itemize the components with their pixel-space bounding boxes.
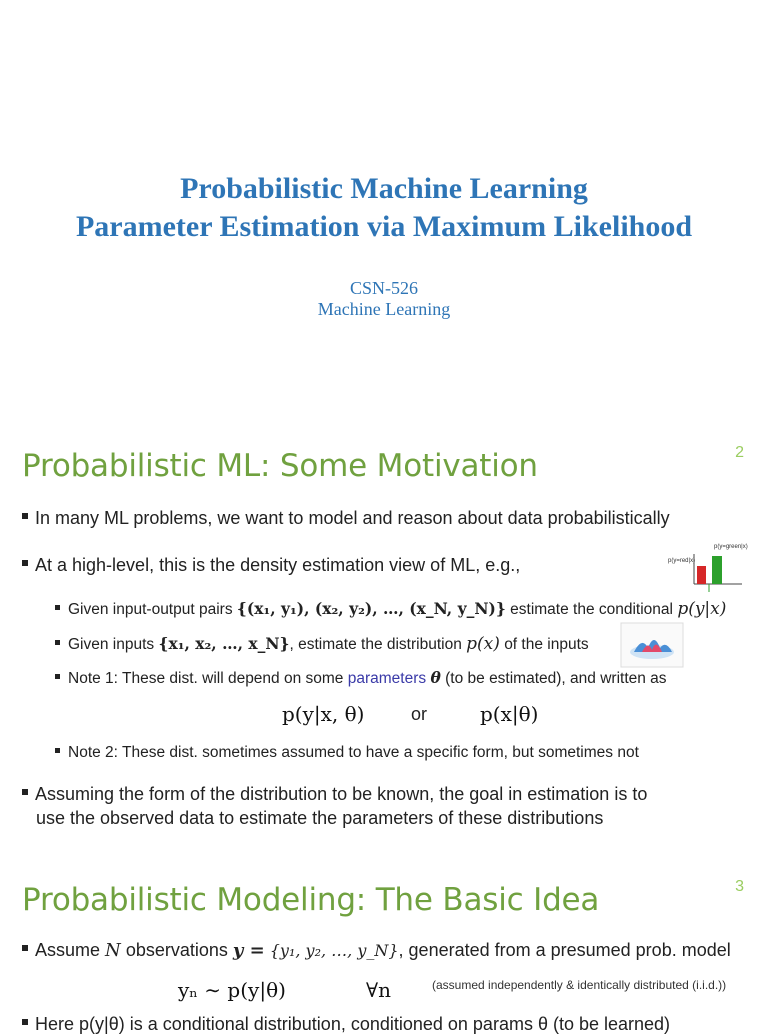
- sub-bullet-text: of the inputs: [504, 636, 589, 653]
- inputs-set: {x₁, x₂, …, x_N}: [158, 634, 290, 653]
- bullet-square-icon: [22, 789, 28, 795]
- bullet-square-icon: [55, 605, 60, 610]
- iid-note: (assumed independently & identically distributed (i.i.d.)): [432, 978, 727, 992]
- sub-bullet-text: Given inputs: [68, 636, 155, 653]
- classification-bars-figure: [664, 538, 764, 598]
- sub-bullet-text: (to be estimated), and written as: [445, 670, 667, 687]
- pairs-set: {(x₁, y₁), (x₂, y₂), …, (x_N, y_N)}: [236, 599, 506, 618]
- course-code: CSN-526: [349, 278, 418, 298]
- conditional-expr: p(y|x): [677, 599, 727, 619]
- course-name: Machine Learning: [317, 299, 451, 319]
- bullet-item-cut: [22, 1014, 670, 1035]
- bullet-text: At a high-level, this is the density estimation view of ML, e.g.,: [35, 555, 521, 575]
- bullet-square-icon: [22, 513, 28, 519]
- basic-idea-slide: [0, 850, 768, 1034]
- bullet-item: [22, 784, 647, 805]
- bullet-text: Assume: [35, 940, 101, 960]
- marginal-expr: p(x): [466, 634, 500, 654]
- y-vector: y =: [232, 940, 265, 961]
- bullet-square-icon: [22, 560, 28, 566]
- bullet-square-icon: [55, 640, 60, 645]
- sub-bullet-item: [55, 668, 667, 688]
- bullet-square-icon: [22, 945, 28, 951]
- slide-title-line2: Parameter Estimation via Maximum Likelihood: [75, 210, 693, 243]
- bullet-text: In many ML problems, we want to model and reason about data probabilistically: [35, 508, 670, 528]
- bullet-square-icon: [22, 1019, 28, 1025]
- sub-bullet-item: [55, 744, 639, 762]
- slide-heading: Probabilistic Modeling: The Basic Idea: [22, 882, 600, 918]
- theta-symbol: θ: [430, 668, 441, 687]
- fig-label-green: p(y=green|x): [714, 544, 748, 550]
- bullet-item: [22, 555, 520, 576]
- bullet-text: , generated from a presumed prob. model: [398, 940, 731, 960]
- sub-bullet-text: , estimate the distribution: [289, 636, 462, 653]
- page-number: 2: [735, 444, 744, 461]
- density-surface-figure: [620, 622, 684, 668]
- sub-bullet-item: [55, 599, 726, 619]
- sub-bullet-item: [55, 634, 589, 654]
- equation-or: or: [411, 704, 428, 724]
- equation-marginal: p(x|θ): [480, 702, 539, 726]
- equation-forall: ∀n: [366, 978, 391, 1002]
- motivation-slide: [0, 420, 768, 850]
- bullet-square-icon: [55, 748, 60, 753]
- slide-title-line1: Probabilistic Machine Learning: [180, 172, 588, 205]
- fig-label-red: p(y=red|x): [668, 558, 696, 564]
- n-symbol: N: [105, 940, 121, 961]
- equation-generative: yₙ ∼ p(y|θ): [178, 978, 286, 1002]
- sub-bullet-text: Note 1: These dist. will depend on some: [68, 670, 344, 687]
- bullet-text: Assuming the form of the distribution to be known, the goal in estimation is to: [35, 784, 648, 804]
- bullet-text: observations: [125, 940, 228, 960]
- sub-bullet-text: estimate the conditional: [510, 601, 673, 618]
- observations-set: {y₁, y₂, …, y_N}: [269, 941, 399, 960]
- sub-bullet-text: Note 2: These dist. sometimes assumed to have a specific form, but sometimes not: [68, 744, 639, 761]
- bullet-square-icon: [55, 674, 60, 679]
- parameters-highlight: parameters: [347, 670, 427, 687]
- red-bar: [697, 566, 706, 584]
- bullet-text: Here p(y|θ) is a conditional distribution, conditioned on params θ (to be learned): [35, 1014, 671, 1034]
- bullet-item: [22, 508, 670, 529]
- title-slide: [0, 0, 768, 420]
- green-bar: [712, 556, 722, 584]
- bullet-item: [22, 940, 731, 961]
- sub-bullet-text: Given input-output pairs: [68, 601, 233, 618]
- equation-conditional: p(y|x, θ): [282, 702, 365, 726]
- slide-heading: Probabilistic ML: Some Motivation: [22, 448, 538, 484]
- bullet-continuation: use the observed data to estimate the parameters of these distributions: [36, 808, 604, 828]
- page-number: 3: [735, 878, 744, 895]
